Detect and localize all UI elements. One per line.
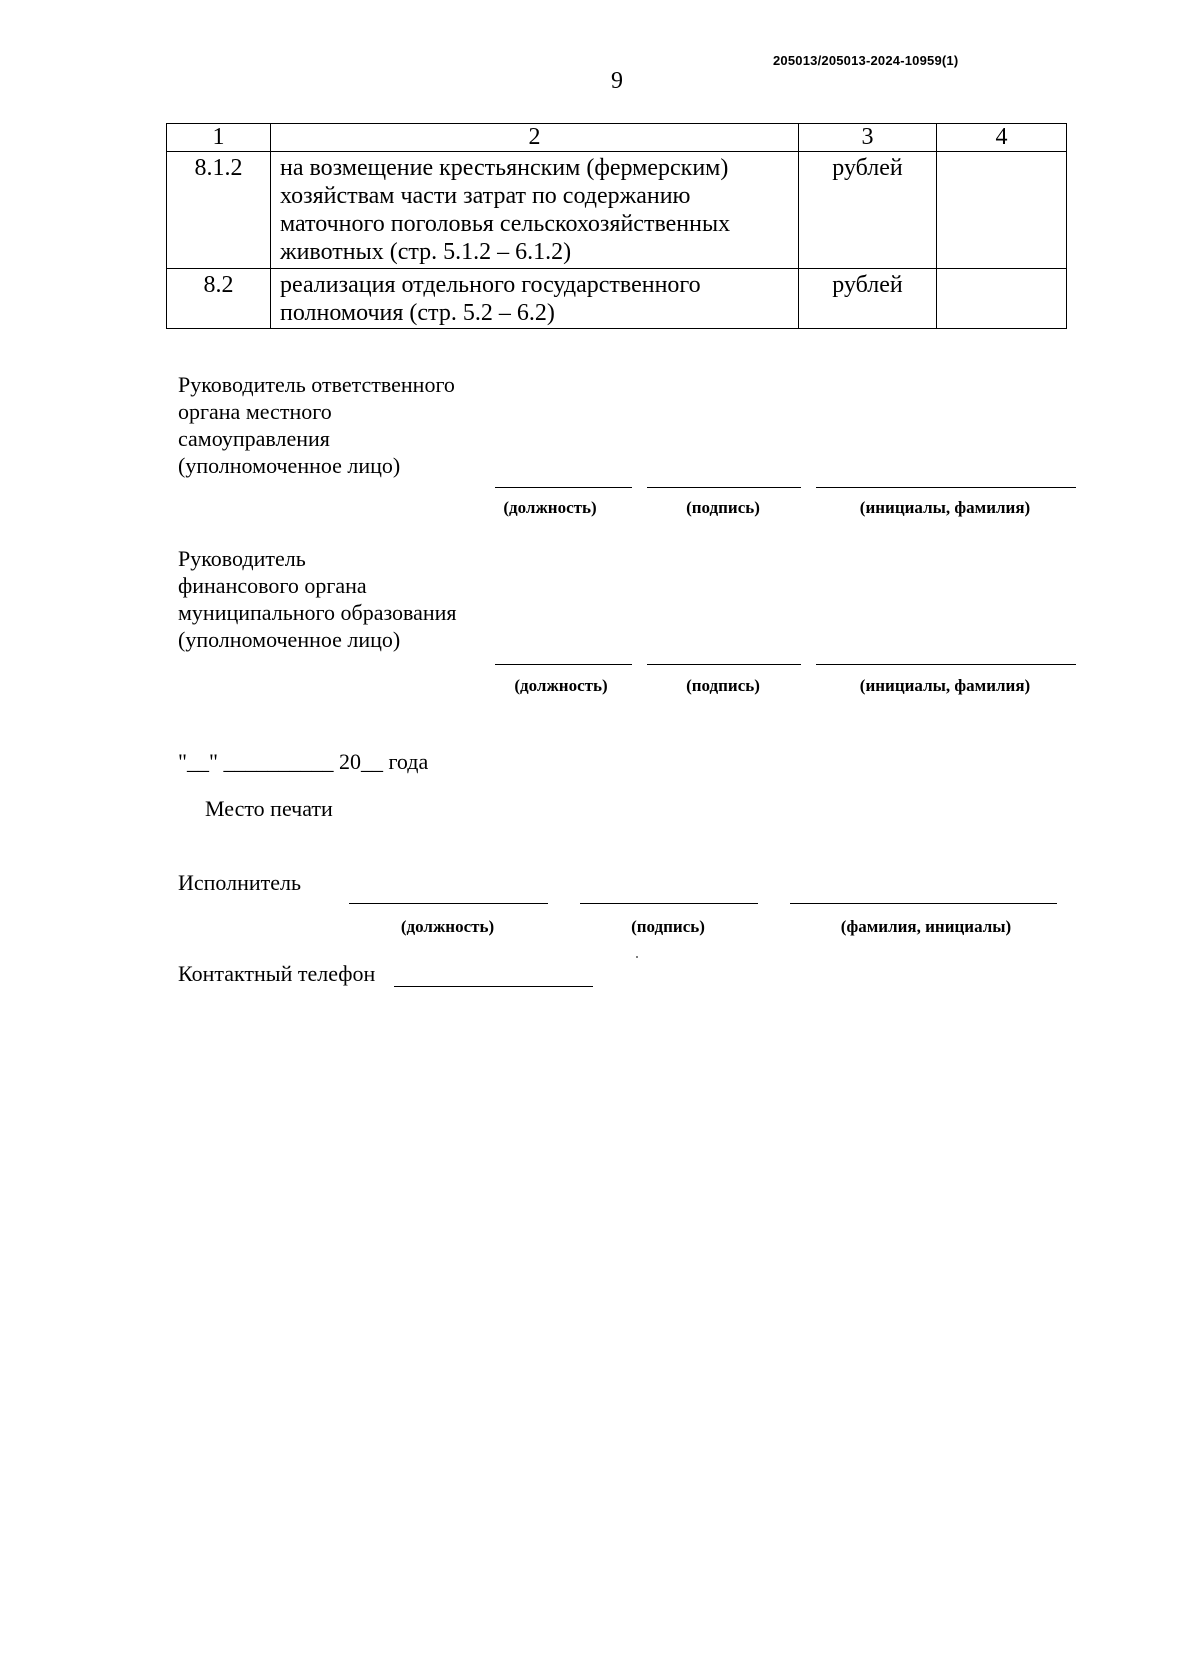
signature1-label-line: Руководитель ответственного bbox=[178, 372, 455, 397]
document-id: 205013/205013-2024-10959(1) bbox=[773, 53, 959, 68]
row-description: на возмещение крестьянским (фермерским) хозяйствам части затрат по содержанию маточного поголовья сельскохозяйственных животных (стр. 5.1.2 – 6.1.2) bbox=[271, 152, 799, 269]
signature2-caption-signature: (подпись) bbox=[686, 676, 760, 695]
page-number: 9 bbox=[611, 68, 623, 94]
header-cell: 4 bbox=[937, 124, 1067, 152]
signature1-position-line bbox=[495, 487, 632, 488]
header-cell: 2 bbox=[271, 124, 799, 152]
signature1-label-line: органа местного bbox=[178, 399, 332, 424]
row-value bbox=[937, 152, 1067, 269]
row-description: реализация отдельного государственного полномочия (стр. 5.2 – 6.2) bbox=[271, 269, 799, 329]
date-line: "__" __________ 20__ года bbox=[178, 749, 429, 774]
signature2-caption-name: (инициалы, фамилия) bbox=[859, 676, 1031, 695]
signature1-name-line bbox=[816, 487, 1076, 488]
executor-name-line bbox=[790, 903, 1057, 904]
signature1-label-line: (уполномоченное лицо) bbox=[178, 453, 401, 478]
row-value bbox=[937, 269, 1067, 329]
signature2-caption-position: (должность) bbox=[514, 676, 608, 695]
signature1-caption-position: (должность) bbox=[503, 498, 597, 517]
signature2-name-line bbox=[816, 664, 1076, 665]
contact-phone-label: Контактный телефон bbox=[178, 961, 376, 986]
executor-signature-line bbox=[580, 903, 758, 904]
scan-speck bbox=[636, 956, 638, 958]
executor-position-line bbox=[349, 903, 548, 904]
signature2-label-line: муниципального образования bbox=[178, 600, 457, 625]
table-header-row bbox=[167, 124, 1067, 152]
row-number: 8.2 bbox=[167, 269, 271, 329]
data-table bbox=[166, 123, 1067, 329]
table-row bbox=[167, 269, 1067, 329]
header-cell: 3 bbox=[799, 124, 937, 152]
executor-label: Исполнитель bbox=[178, 870, 302, 895]
executor-caption-name: (фамилия, инициалы) bbox=[840, 917, 1012, 936]
signature2-label bbox=[178, 545, 457, 653]
signature2-label-line: Руководитель bbox=[178, 546, 306, 571]
signature2-signature-line bbox=[647, 664, 801, 665]
signature2-label-line: финансового органа bbox=[178, 573, 367, 598]
executor-caption-signature: (подпись) bbox=[631, 917, 705, 936]
signature1-label bbox=[178, 371, 455, 479]
signature2-label-line: (уполномоченное лицо) bbox=[178, 627, 401, 652]
signature1-signature-line bbox=[647, 487, 801, 488]
signature1-caption-signature: (подпись) bbox=[686, 498, 760, 517]
table-row bbox=[167, 152, 1067, 269]
signature2-position-line bbox=[495, 664, 632, 665]
header-cell: 1 bbox=[167, 124, 271, 152]
row-unit: рублей bbox=[799, 269, 937, 329]
executor-caption-position: (должность) bbox=[400, 917, 495, 936]
row-unit: рублей bbox=[799, 152, 937, 269]
stamp-place: Место печати bbox=[205, 796, 333, 821]
signature1-caption-name: (инициалы, фамилия) bbox=[859, 498, 1031, 517]
contact-phone-line bbox=[394, 986, 593, 987]
row-number: 8.1.2 bbox=[167, 152, 271, 269]
signature1-label-line: самоуправления bbox=[178, 426, 330, 451]
